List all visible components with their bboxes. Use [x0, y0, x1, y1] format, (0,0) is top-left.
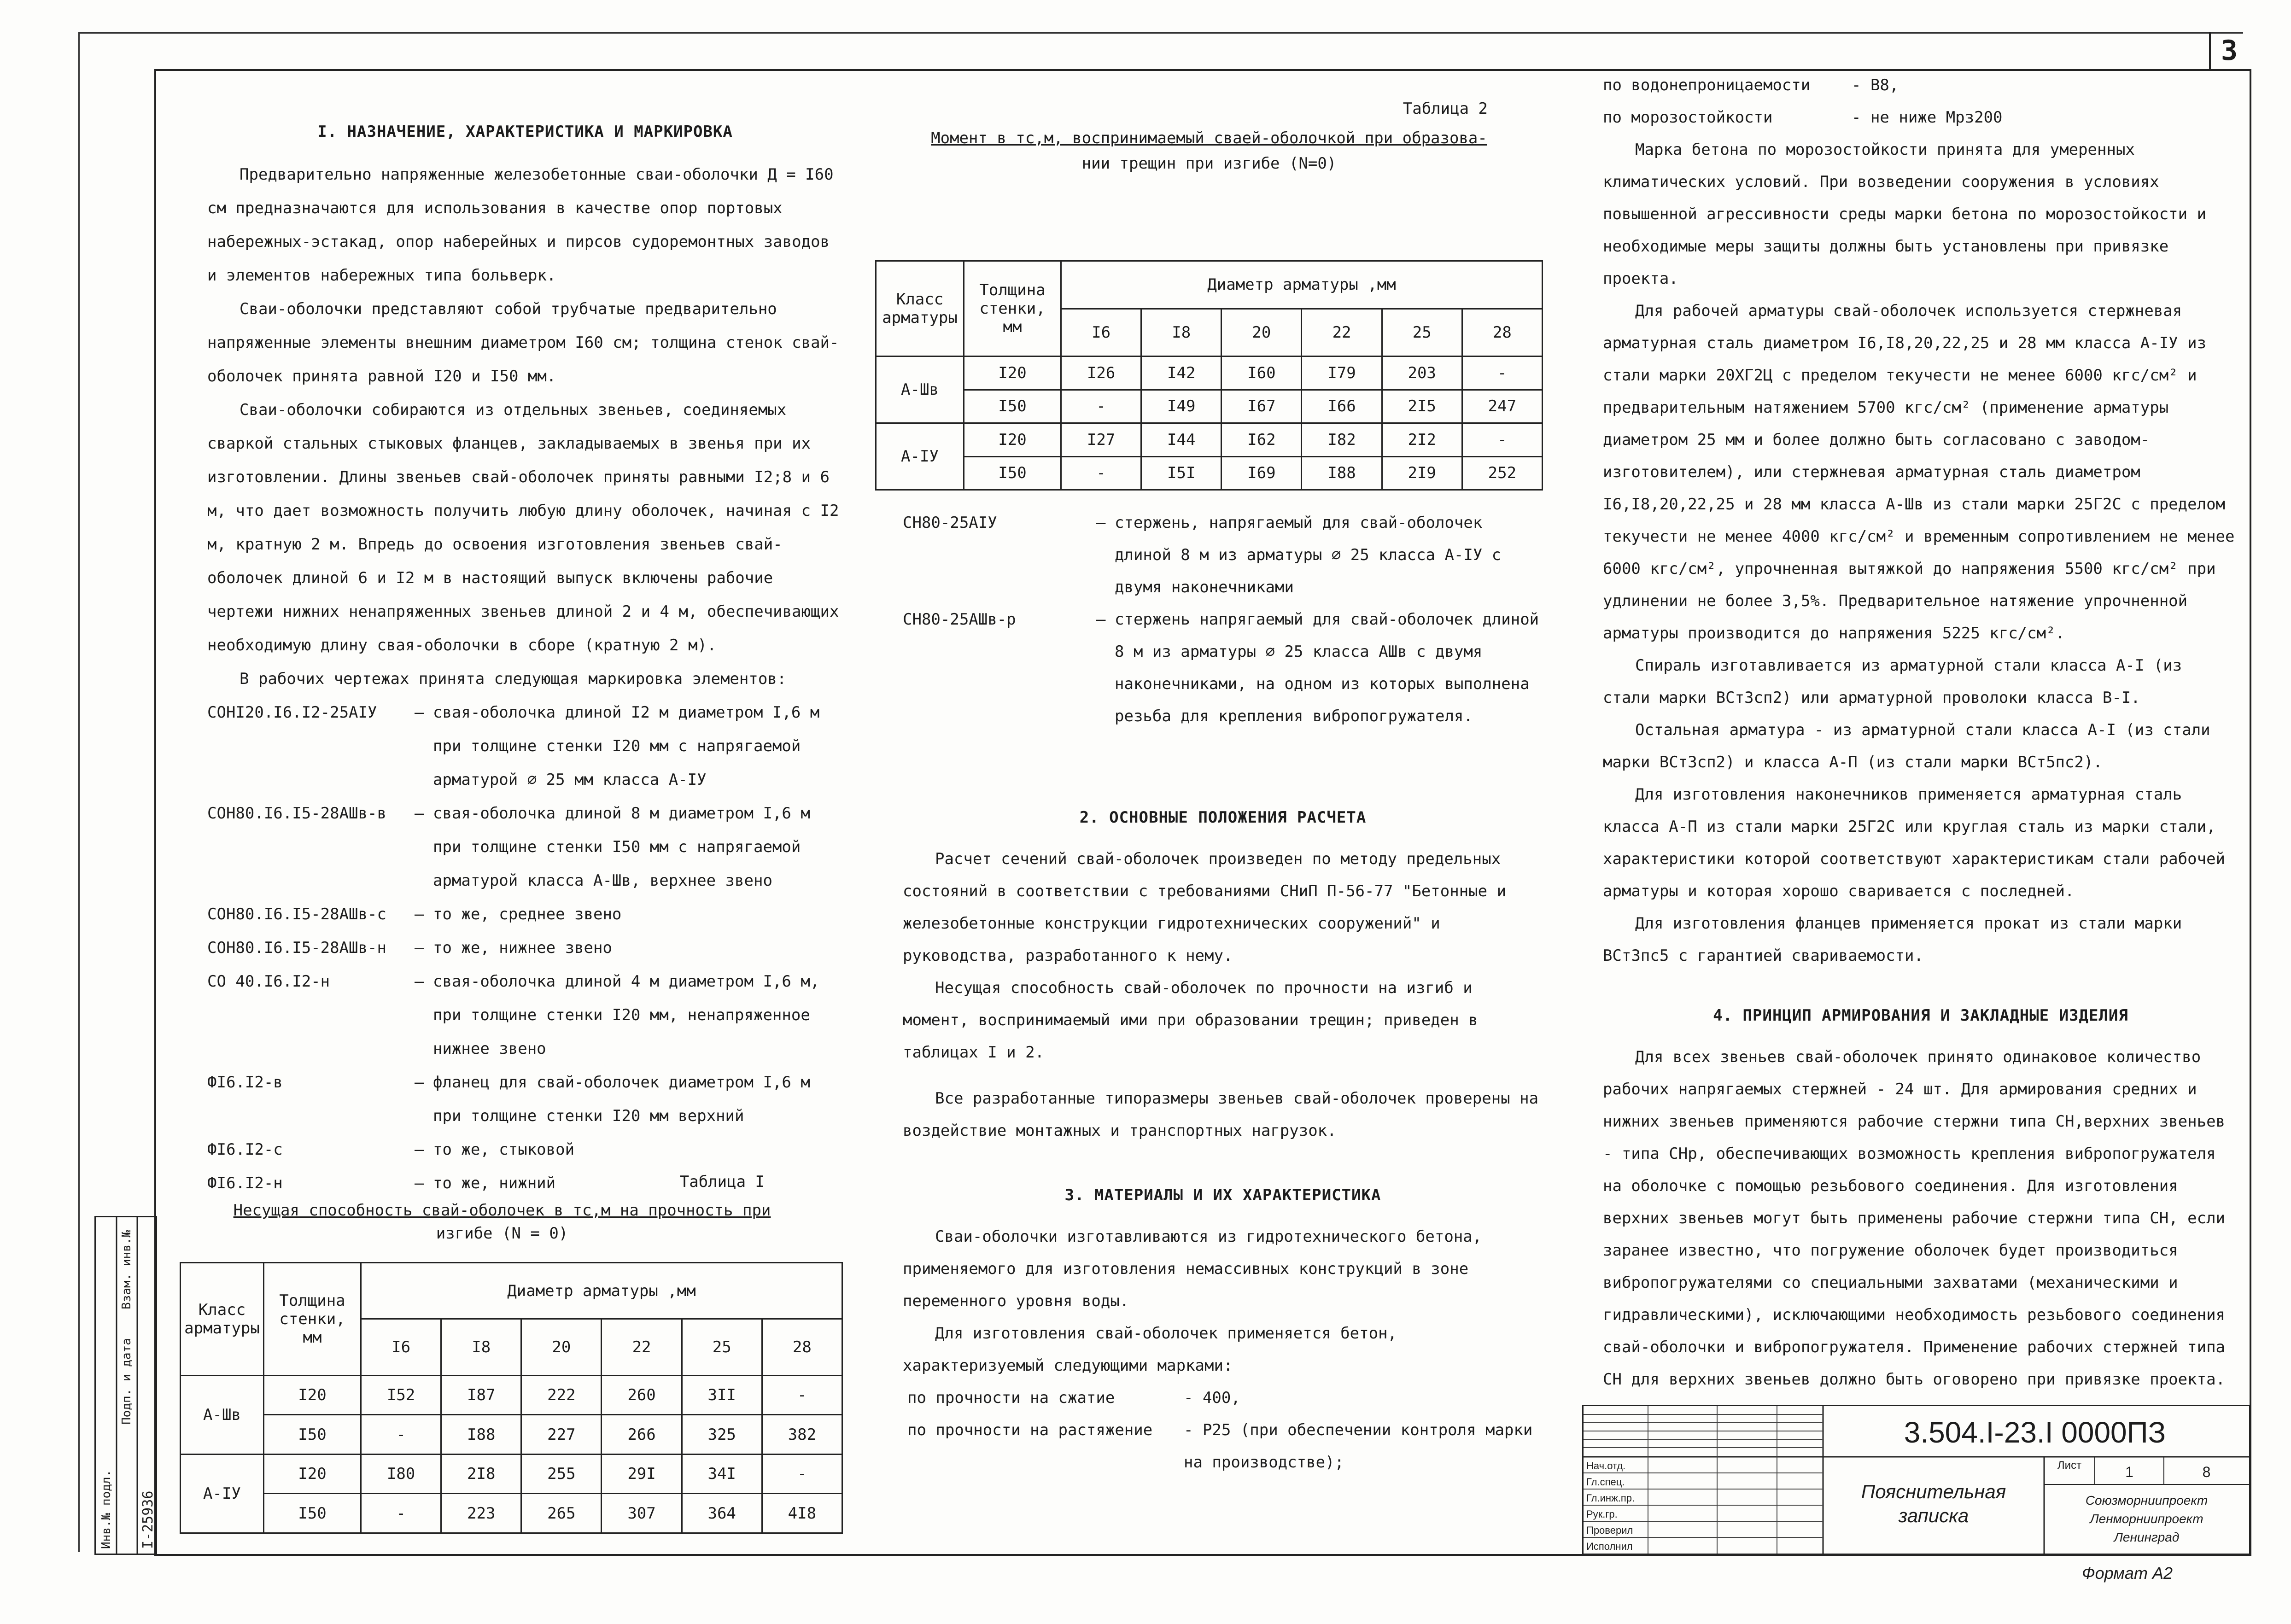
- grade-item: [903, 1414, 1543, 1478]
- marking-code: ФI6.I2-в: [207, 1073, 283, 1092]
- table2-caption-line2: нии трещин при изгибе (N=0): [1081, 154, 1337, 173]
- section1-paragraph: В рабочих чертежах принята следующая маркировка элементов:: [240, 670, 787, 688]
- table2-diam: 20: [1221, 309, 1302, 356]
- table2-wall: I50: [964, 456, 1061, 490]
- table1-diam: 22: [602, 1319, 682, 1375]
- section3-paragraph: Для рабочей арматуры свай-оболочек используется стержневая арматурная сталь диаметром I6,I8,20,22,25 и 28 мм класса А-IУ из стали марки 20ХГ2Ц с пределом текучести не менее 6000 кгс/см² и предварительным натяжением 5700 кгс/см² (применение арматуры диаметром 25 мм и более должно быть согласовано с заводом-изготовителем), или стержневая арматурная сталь диаметром I6,I8,20,22,25 и 28 мм класса А-Шв из стали марки 25Г2С с пределом текучести не менее 4000 кгс/см² и временным сопротивлением не менее 6000 кгс/см², упрочненная вытяжкой до напряжения 5500 кгс/см² при удлинении не более 3,5%. Предварительное натяжение упрочненной арматуры производится до напряжения 5225 кгс/см².: [1603, 302, 2235, 643]
- table2-diam: I6: [1061, 309, 1141, 356]
- stamp-sheet-label: Лист: [2057, 1459, 2082, 1472]
- table1-diam: 28: [762, 1319, 842, 1375]
- table2-diam: 22: [1302, 309, 1382, 356]
- rod-code: СН80-25АШв-р: [903, 610, 1016, 629]
- marking-item: [207, 797, 843, 898]
- table1-diam: 25: [682, 1319, 762, 1375]
- table1-header-diameter: Диаметр арматуры ,мм: [361, 1263, 842, 1319]
- table1-cell: 382: [762, 1415, 842, 1455]
- marking-desc: то же, среднее звено: [433, 905, 622, 923]
- table2-cell: -: [1462, 356, 1542, 390]
- marking-desc: фланец для свай-оболочек диаметром I,6 м при толщине стенки I20 мм верхний: [433, 1073, 810, 1125]
- table2-cell: 2I2: [1382, 423, 1462, 456]
- grade-value: - 400,: [1184, 1389, 1240, 1407]
- table1-cell: 3II: [682, 1375, 762, 1415]
- table2-cell: I66: [1302, 390, 1382, 423]
- table2-cell: -: [1462, 423, 1542, 456]
- grade-value: - не ниже Мрз200: [1852, 108, 2003, 127]
- table2-cell: I79: [1302, 356, 1382, 390]
- marking-dash: –: [415, 972, 424, 991]
- marking-item: [207, 898, 843, 931]
- marking-desc: то же, нижний: [433, 1174, 556, 1192]
- section3-paragraph: Сваи-оболочки изготавливаются из гидротехнического бетона, применяемого для изготовления немассивных конструкций в зоне переменного уровня воды.: [903, 1227, 1482, 1310]
- section2-paragraph: Все разработанные типоразмеры звеньев свай-оболочек проверены на воздействие монтажных и транспортных нагрузок.: [903, 1089, 1539, 1140]
- marking-code: СОН80.I6.I5-28АШв-с: [207, 905, 386, 923]
- table2-wall: I50: [964, 390, 1061, 423]
- table1-cell: 34I: [682, 1454, 762, 1494]
- section3-heading: 3. МАТЕРИАЛЫ И ИХ ХАРАКТЕРИСТИКА: [1064, 1186, 1381, 1204]
- table-row: [181, 1454, 842, 1494]
- rod-item: [903, 603, 1543, 732]
- grade-label: по водонепроницаемости: [1603, 76, 1811, 94]
- table1-cell: -: [361, 1494, 441, 1533]
- section2-paragraph: Расчет сечений свай-оболочек произведен по методу предельных состояний в соответствии с требованиями СНиП П-56-77 "Бетонные и железобетонные конструкции гидротехнических сооружений" и руководства, разработанного к нему.: [903, 850, 1507, 965]
- rod-code: СН80-25АIУ: [903, 514, 997, 532]
- table2-label: Таблица 2: [1403, 99, 1488, 118]
- table2-cell: -: [1061, 456, 1141, 490]
- marking-desc: свая-оболочка длиной I2 м диаметром I,6 м при толщине стенки I20 мм с напрягаемой арматурой ∅ 25 мм класса А-IУ: [433, 703, 820, 789]
- stamp-org-line2: Ленморниипроект: [2090, 1512, 2203, 1526]
- stamp-role: Гл.инж.пр.: [1586, 1492, 1635, 1504]
- table1-cell: I80: [361, 1454, 441, 1494]
- table1-cell: 2I8: [441, 1454, 521, 1494]
- outer-border-top: [78, 32, 2243, 34]
- table2-cell: 247: [1462, 390, 1542, 423]
- table2-cell: I26: [1061, 356, 1141, 390]
- table-row: [181, 1415, 842, 1455]
- side-strip-label: Подп. и дата: [120, 1338, 134, 1425]
- table2-caption-line1: Момент в тс,м, воспринимаемый сваей-оболочкой при образова-: [931, 129, 1487, 147]
- title-block: [1582, 1405, 2250, 1555]
- table2-cell: I60: [1221, 356, 1302, 390]
- side-strip: [94, 1216, 157, 1555]
- table1-cell: 227: [521, 1415, 602, 1455]
- table1-cell: 307: [602, 1494, 682, 1533]
- marking-dash: –: [415, 905, 424, 923]
- marking-code: СО 40.I6.I2-н: [207, 972, 330, 991]
- table2-cell: 2I9: [1382, 456, 1462, 490]
- marking-item: [207, 1066, 843, 1133]
- table2-header-wall: Толщина стенки, мм: [964, 261, 1061, 356]
- marking-desc: то же, нижнее звено: [433, 939, 612, 957]
- table2-cell: 203: [1382, 356, 1462, 390]
- table2-class: А-Шв: [876, 356, 964, 423]
- table-row: [876, 356, 1543, 390]
- table1-cell: 29I: [602, 1454, 682, 1494]
- grade-value: - В8,: [1852, 76, 1899, 94]
- table1-header-class: Класс арматуры: [181, 1263, 264, 1376]
- table2-cell: I88: [1302, 456, 1382, 490]
- stamp-sheets: 8: [2202, 1464, 2211, 1480]
- stamp-role: Гл.спец.: [1586, 1476, 1625, 1488]
- table2-wall: I20: [964, 423, 1061, 456]
- table1-diam: I6: [361, 1319, 441, 1375]
- table1-caption-line2: изгибе (N = 0): [436, 1224, 568, 1243]
- table2-cell: I67: [1221, 390, 1302, 423]
- grade-label: по морозостойкости: [1603, 108, 1773, 127]
- table1-cell: 266: [602, 1415, 682, 1455]
- table1-cell: -: [361, 1415, 441, 1455]
- table1-cell: 223: [441, 1494, 521, 1533]
- marking-dash: –: [415, 1174, 424, 1192]
- table2-cell: I62: [1221, 423, 1302, 456]
- section3-paragraph: Марка бетона по морозостойкости принята для умеренных климатических условий. При возведении сооружения в условиях повышенной агрессивности среды марки бетона по морозостойкости и необходимые меры защиты должны быть установлены при привязке проекта.: [1603, 140, 2207, 288]
- marking-desc: свая-оболочка длиной 4 м диаметром I,6 м, при толщине стенки I20 мм, ненапряженное нижнее звено: [433, 972, 820, 1058]
- table1-wall: I20: [264, 1375, 361, 1415]
- table1-class: А-Шв: [181, 1375, 264, 1454]
- marking-dash: –: [415, 939, 424, 957]
- table2-cell: I69: [1221, 456, 1302, 490]
- table-row: [876, 456, 1543, 490]
- marking-item: [207, 1133, 843, 1167]
- section4-paragraph: Для всех звеньев свай-оболочек принято одинаковое количество рабочих напрягаемых стержней - 24 шт. Для армирования средних и нижних звеньев применяются рабочие стержни типа СН,верхних звеньев - типа СНр, обеспечивающих возможность крепления вибропогружателя на оболочке с помощью резьбового соединения. Для изготовления верхних звеньев могут быть применены рабочие стержни типа СН, если заранее известно, что погружение оболочек будет производиться вибропогружателями со специальными захватами (механическими и гидравлическими), исключающими необходимость резьбового соединения свай-оболочки и вибропогружателя. Применение рабочих стержней типа СН для верхних звеньев должно быть оговорено при привязке проекта.: [1603, 1048, 2226, 1389]
- table2-header-class: Класс арматуры: [876, 261, 964, 356]
- grade-item: [1603, 101, 2238, 134]
- section1-paragraph: Предварительно напряженные железобетонные сваи-оболочки Д = I60 см предназначаются для использования в качестве опор портовых набережных-эстакад, опор наберейных и пирсов судоремонтных заводов и элементов набережных типа больверк.: [207, 165, 834, 285]
- table2-cell: 2I5: [1382, 390, 1462, 423]
- marking-desc: свая-оболочка длиной 8 м диаметром I,6 м при толщине стенки I50 мм с напрягаемой арматурой класса А-Шв, верхнее звено: [433, 804, 810, 890]
- grade-label: по прочности на растяжение: [907, 1421, 1153, 1439]
- table1-caption: [184, 1165, 820, 1245]
- section1-paragraph: Сваи-оболочки представляют собой трубчатые предварительно напряженные элементы внешним диаметром I60 см; толщина стенок свай-оболочек принята равной I20 и I50 мм.: [207, 300, 839, 386]
- table1-wall: I20: [264, 1454, 361, 1494]
- stamp-role: Исполнил: [1586, 1541, 1633, 1552]
- table1-cell: I52: [361, 1375, 441, 1415]
- marking-desc: то же, стыковой: [433, 1140, 575, 1159]
- table1-cell: 260: [602, 1375, 682, 1415]
- section3-paragraph: Для изготовления свай-оболочек применяется бетон, характеризуемый следующими марками:: [903, 1324, 1397, 1375]
- marking-code: ФI6.I2-н: [207, 1174, 283, 1192]
- table1-cell: 325: [682, 1415, 762, 1455]
- marking-dash: –: [415, 804, 424, 823]
- table2-cell: -: [1061, 390, 1141, 423]
- table2-diam: 25: [1382, 309, 1462, 356]
- marking-code: СОН80.I6.I5-28АШв-н: [207, 939, 386, 957]
- rod-desc: стержень напрягаемый для свай-оболочек длиной 8 м из арматуры ∅ 25 класса АШв с двумя наконечниками, на одном из которых выполнена резьба для крепления вибропогружателя.: [1115, 610, 1539, 725]
- marking-dash: –: [415, 1073, 424, 1092]
- grade-item: [903, 1382, 1543, 1414]
- table1-diam: I8: [441, 1319, 521, 1375]
- table-row: [181, 1494, 842, 1533]
- table1-cell: -: [762, 1375, 842, 1415]
- marking-code: СОНI20.I6.I2-25АIУ: [207, 703, 377, 722]
- stamp-role: Проверил: [1586, 1525, 1633, 1536]
- table1-cell: 4I8: [762, 1494, 842, 1533]
- table1-cell: -: [762, 1454, 842, 1494]
- table-row: [181, 1375, 842, 1415]
- table1-diam: 20: [521, 1319, 602, 1375]
- stamp-role: Нач.отд.: [1586, 1460, 1626, 1472]
- table1-cell: 255: [521, 1454, 602, 1494]
- table-row: [876, 423, 1543, 456]
- table2-cell: I49: [1141, 390, 1221, 423]
- table2-cell: I5I: [1141, 456, 1221, 490]
- marking-code: ФI6.I2-с: [207, 1140, 283, 1159]
- stamp-org-line1: Союзморниипроект: [2085, 1493, 2208, 1507]
- stamp-org-line3: Ленинград: [2114, 1530, 2180, 1544]
- stamp-title-line2: записка: [1898, 1505, 1969, 1526]
- table1-cell: 364: [682, 1494, 762, 1533]
- table2-cell: I42: [1141, 356, 1221, 390]
- column-middle: [903, 507, 1543, 1478]
- grade-value: - Р25 (при обеспечении контроля марки на производстве);: [1184, 1421, 1533, 1472]
- section3-paragraph: Спираль изготавливается из арматурной стали класса А-I (из стали марки ВСт3сп2) или арматурной проволоки класса В-I.: [1603, 656, 2182, 707]
- table2-cell: 252: [1462, 456, 1542, 490]
- side-strip-label: Инв.№ подл.: [99, 1469, 113, 1549]
- section3-paragraph: Для изготовления фланцев применяется прокат из стали марки ВСт3пс5 с гарантией свариваемости.: [1603, 914, 2182, 965]
- marking-dash: –: [415, 1140, 424, 1159]
- side-strip-label: Взам. инв.№: [120, 1230, 134, 1309]
- table1-caption-line1: Несущая способность свай-оболочек в тс,м на прочность при: [233, 1201, 771, 1220]
- table1-cell: I87: [441, 1375, 521, 1415]
- stamp-code: 3.504.I-23.I 0000ПЗ: [1904, 1416, 2166, 1449]
- table2-cell: I27: [1061, 423, 1141, 456]
- table2-diam: I8: [1141, 309, 1221, 356]
- stamp-organization: [2046, 1491, 2247, 1547]
- stamp-role: Рук.гр.: [1586, 1508, 1618, 1520]
- marking-item: [207, 696, 843, 797]
- table2-caption: [875, 92, 1543, 176]
- table1-label: Таблица I: [679, 1173, 765, 1191]
- section2-paragraph: Несущая способность свай-оболочек по прочности на изгиб и момент, воспринимаемый ими при образовании трещин; приведен в таблицах I и 2.: [903, 979, 1478, 1062]
- stamp-sheet: 1: [2125, 1464, 2133, 1480]
- table2-diam: 28: [1462, 309, 1542, 356]
- table1-header-wall: Толщина стенки, мм: [264, 1263, 361, 1376]
- outer-border-left: [78, 32, 80, 1552]
- table1-class: А-IУ: [181, 1454, 264, 1533]
- stamp-roles: [1586, 1458, 1635, 1554]
- section1-paragraph: Сваи-оболочки собираются из отдельных звеньев, соединяемых сваркой стальных стыковых фланцев, закладываемых в звенья при их изготовлении. Длины звеньев свай-оболочек приняты равными I2;8 и 6 м, что дает возможность получить любую длину оболочек, начиная с I2 м, кратную 2 м. Впредь до освоения изготовления звеньев свай-оболочек длиной 6 и I2 м в настоящий выпуск включены рабочие чертежи нижних ненапряженных звеньев длиной 2 и 4 м, обеспечивающих необходимую длину свая-оболочки в сборе (кратную 2 м).: [207, 401, 839, 654]
- table1-cell: I88: [441, 1415, 521, 1455]
- rod-desc: стержень, напрягаемый для свай-оболочек длиной 8 м из арматуры ∅ 25 класса А-IУ с двумя наконечниками: [1115, 514, 1502, 596]
- table1-cell: 222: [521, 1375, 602, 1415]
- table2-cell: I44: [1141, 423, 1221, 456]
- format-label: Формат А2: [2082, 1564, 2173, 1583]
- marking-dash: –: [415, 703, 424, 722]
- section2-heading: 2. ОСНОВНЫЕ ПОЛОЖЕНИЯ РАСЧЕТА: [1079, 808, 1367, 827]
- table2-header-diameter: Диаметр арматуры ,мм: [1061, 261, 1543, 309]
- rod-dash: –: [1096, 514, 1106, 532]
- table2-wall: I20: [964, 356, 1061, 390]
- marking-item: [207, 965, 843, 1066]
- table1-wall: I50: [264, 1415, 361, 1455]
- table2: [875, 260, 1543, 491]
- rod-dash: –: [1096, 610, 1106, 629]
- section1-heading: I. НАЗНАЧЕНИЕ, ХАРАКТЕРИСТИКА И МАРКИРОВКА: [317, 123, 733, 141]
- stamp-title: [1832, 1480, 2035, 1528]
- table1: [180, 1262, 843, 1534]
- table1-wall: I50: [264, 1494, 361, 1533]
- table-row: [876, 390, 1543, 423]
- marking-item: [207, 931, 843, 965]
- section4-heading: 4. ПРИНЦИП АРМИРОВАНИЯ И ЗАКЛАДНЫЕ ИЗДЕЛИЯ: [1713, 1006, 2128, 1025]
- column-right: [1603, 69, 2238, 1396]
- grade-label: по прочности на сжатие: [907, 1389, 1115, 1407]
- rod-item: [903, 507, 1543, 603]
- side-strip-inventory: I-25936: [140, 1490, 156, 1549]
- table1-cell: 265: [521, 1494, 602, 1533]
- table2-class: А-IУ: [876, 423, 964, 490]
- section3-paragraph: Для изготовления наконечников применяется арматурная сталь класса А-П из стали марки 25Г2С или круглая сталь из марки стали, характеристики которой соответствуют характеристикам стали рабочей арматуры и которая хорошо сваривается с последней.: [1603, 785, 2226, 900]
- page-number: 3: [2209, 32, 2248, 71]
- grade-item: [1603, 69, 2238, 101]
- table2-cell: I82: [1302, 423, 1382, 456]
- marking-code: СОН80.I6.I5-28АШв-в: [207, 804, 386, 823]
- stamp-title-line1: Пояснительная: [1861, 1481, 2006, 1502]
- column-left: [207, 115, 843, 1200]
- section3-paragraph: Остальная арматура - из арматурной стали класса А-I (из стали марки ВСт3сп2) и класса А-П (из стали марки ВСт5пс2).: [1603, 721, 2210, 771]
